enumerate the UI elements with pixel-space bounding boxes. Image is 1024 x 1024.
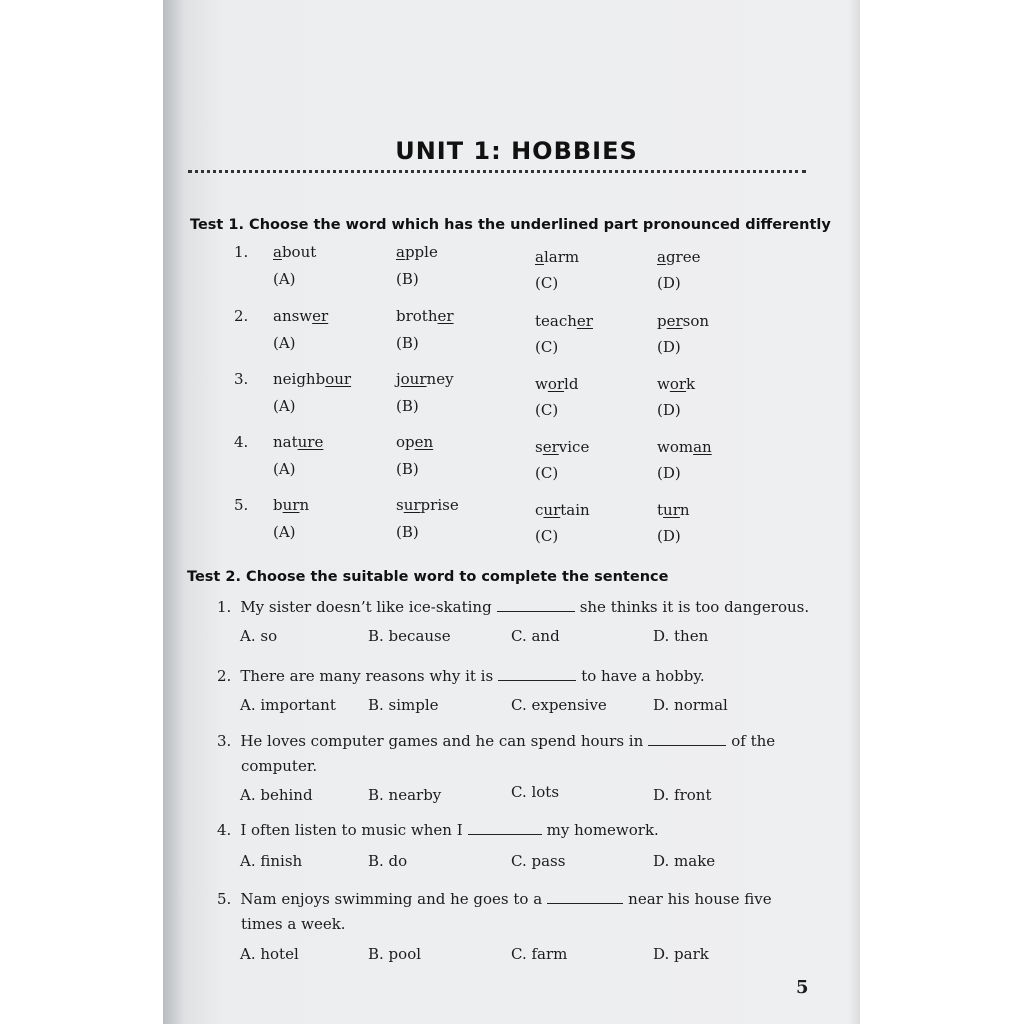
answer-blank[interactable] [468,820,542,835]
test1-option-letter: (B) [396,523,419,541]
test2-option[interactable]: B. pool [368,945,422,963]
test1-option-letter: (C) [535,527,559,545]
test2-option[interactable]: C. and [511,627,560,645]
test1-question-number: 4. [234,433,249,451]
question-number: 4. [217,821,232,839]
test1-heading: Test 1. Choose the word which has the underlined part pronounced differently [190,217,831,233]
question-text-continued: times a week. [241,915,346,933]
test1-option-letter: (B) [396,460,419,478]
test1-option-letter: (C) [535,401,559,419]
word-part: w [657,375,670,393]
test1-option-word [396,433,433,451]
test1-option-word [535,312,593,330]
word-part: j [396,370,401,388]
underlined-part: an [693,438,712,456]
word-part: s [396,496,404,514]
test2-question [217,889,772,908]
word-part: pple [404,243,438,261]
test1-option-word [535,501,590,519]
test2-option[interactable]: C. pass [511,852,566,870]
test1-option-word [535,248,579,266]
underlined-part: er [312,307,329,325]
test2-option[interactable]: D. make [653,852,716,870]
question-text-continued: computer. [241,757,318,775]
word-part: c [535,501,544,519]
test1-question-number: 5. [234,496,249,514]
test1-option-word [657,248,700,266]
underlined-part: ur [543,501,561,519]
word-part: broth [396,307,438,325]
word-part: n [299,496,310,514]
underlined-part: er [542,438,559,456]
underlined-part: er [437,307,454,325]
test1-option-letter: (A) [273,460,296,478]
test2-option[interactable]: D. front [653,786,712,804]
test2-option[interactable]: A. so [240,627,278,645]
test1-option-letter: (A) [273,397,296,415]
test1-option-word [396,370,454,388]
word-part: nat [273,433,298,451]
underlined-part: a [396,243,405,261]
answer-blank[interactable] [547,889,623,904]
test2-option[interactable]: B. do [368,852,408,870]
test2-option[interactable]: C. expensive [511,696,607,714]
word-part: tain [560,501,590,519]
test2-question [217,666,705,685]
word-part: wom [657,438,694,456]
dotted-divider [188,170,806,173]
test2-option[interactable]: D. park [653,945,709,963]
underlined-part: a [657,248,666,266]
underlined-part: ur [403,496,421,514]
word-part: larm [543,248,580,266]
test1-option-letter: (A) [273,334,296,352]
question-text: of the [731,732,776,750]
word-part: ld [564,375,579,393]
word-part: neighb [273,370,326,388]
test2-heading: Test 2. Choose the suitable word to complete the sentence [187,569,669,585]
question-text: Nam enjoys swimming and he goes to a [240,890,543,908]
word-part: ney [426,370,454,388]
test1-option-word [657,501,690,519]
question-text: my homework. [546,821,659,839]
test1-option-word [396,243,438,261]
test1-option-word [273,307,328,325]
question-text: He loves computer games and he can spend hours in [240,732,644,750]
test1-option-word [273,433,323,451]
test1-option-letter: (D) [657,527,681,545]
question-number: 3. [217,732,232,750]
underlined-part: a [273,243,282,261]
test1-option-word [657,312,709,330]
test1-option-letter: (D) [657,338,681,356]
underlined-part: or [547,375,565,393]
question-text: to have a hobby. [581,667,705,685]
test1-question-number: 1. [234,243,249,261]
underlined-part: our [400,370,427,388]
question-text: There are many reasons why it is [240,667,494,685]
word-part: son [682,312,710,330]
page-number: 5 [796,977,809,998]
test2-option[interactable]: A. finish [240,852,303,870]
test1-option-letter: (D) [657,464,681,482]
test2-option[interactable]: D. normal [653,696,728,714]
test1-option-word [535,438,589,456]
word-part: bout [281,243,317,261]
word-part: teach [535,312,577,330]
answer-blank[interactable] [648,731,726,746]
test1-option-word [273,370,351,388]
test2-option[interactable]: A. behind [240,786,313,804]
unit-title: UNIT 1: HOBBIES [395,137,638,165]
test1-option-letter: (B) [396,334,419,352]
word-part: answ [273,307,313,325]
answer-blank[interactable] [498,666,576,681]
word-part: p [657,312,667,330]
word-part: t [657,501,664,519]
test1-option-word [657,375,695,393]
question-number: 5. [217,890,232,908]
question-text: My sister doesn’t like ice-skating [240,598,492,616]
word-part: n [679,501,690,519]
question-number: 2. [217,667,232,685]
underlined-part: our [325,370,352,388]
underlined-part: or [669,375,687,393]
test2-option[interactable]: D. then [653,627,709,645]
word-part: vice [558,438,590,456]
underlined-part: en [414,433,434,451]
test1-option-word [396,496,459,514]
test2-question [217,597,809,616]
test1-question-number: 2. [234,307,249,325]
word-part: k [686,375,696,393]
question-number: 1. [217,598,232,616]
question-text: near his house five [628,890,772,908]
test2-option[interactable]: B. nearby [368,786,442,804]
underlined-part: ur [282,496,300,514]
underlined-part: er [666,312,683,330]
test1-option-letter: (A) [273,523,296,541]
test1-option-word [273,496,309,514]
test1-option-letter: (B) [396,397,419,415]
test2-option[interactable]: C. lots [511,783,560,801]
underlined-part: er [576,312,593,330]
test1-question-number: 3. [234,370,249,388]
book-page [163,0,860,1024]
test2-option[interactable]: A. important [240,696,336,714]
test2-question [217,731,775,750]
test1-option-letter: (C) [535,338,559,356]
underlined-part: a [535,248,544,266]
word-part: op [396,433,415,451]
test2-option[interactable]: A. hotel [240,945,299,963]
test2-option[interactable]: B. because [368,627,451,645]
question-text: I often listen to music when I [240,821,463,839]
question-text: she thinks it is too dangerous. [579,598,810,616]
test1-option-word [657,438,712,456]
word-part: gree [665,248,701,266]
test1-option-letter: (C) [535,274,559,292]
test2-question [217,820,659,839]
word-part: b [273,496,283,514]
test1-option-letter: (C) [535,464,559,482]
test1-option-letter: (A) [273,270,296,288]
answer-blank[interactable] [497,597,575,612]
word-part: s [535,438,543,456]
underlined-part: ur [663,501,680,519]
test2-option[interactable]: B. simple [368,696,439,714]
underlined-part: ure [297,433,324,451]
test2-option[interactable]: C. farm [511,945,568,963]
test1-option-letter: (D) [657,401,681,419]
word-part: w [535,375,548,393]
test1-option-letter: (D) [657,274,681,292]
test1-option-letter: (B) [396,270,419,288]
test1-option-word [535,375,578,393]
word-part: prise [420,496,459,514]
test1-option-word [396,307,454,325]
test1-option-word [273,243,316,261]
